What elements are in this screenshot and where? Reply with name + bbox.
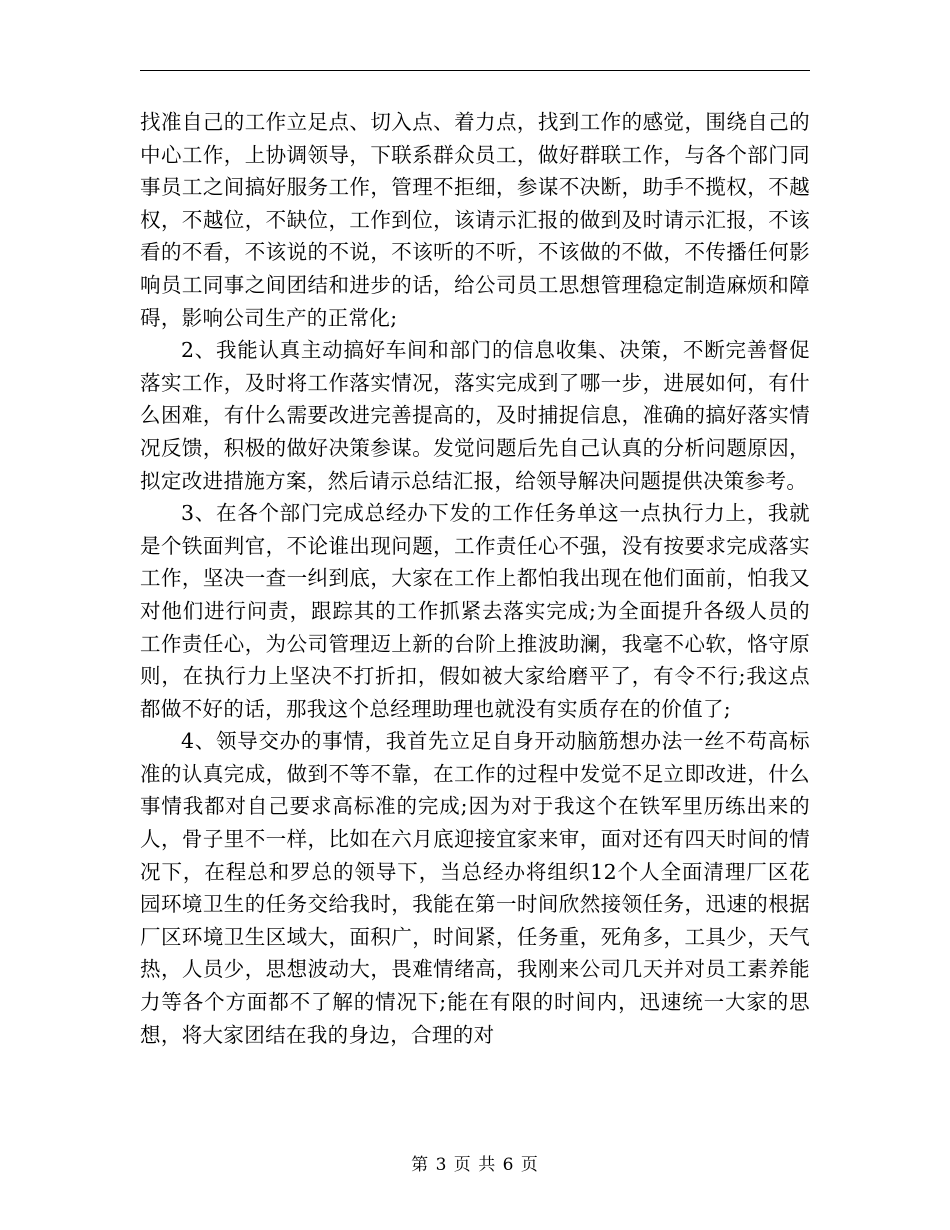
paragraph-4: 4、领导交办的事情，我首先立足自身开动脑筋想办法一丝不苟高标准的认真完成，做到不等不靠，在工作的过程中发觉不足立即改进，什么事情我都对自己要求高标准的完成;因为对于我这个在铁军里历练出来的人，骨子里不一样，比如在六月底迎接宜家来审，面对还有四天时间的情况下，在程总和罗总的领导下，当总经办将组织12个人全面清理厂区花园环境卫生的任务交给我时，我能在第一时间欣然接领任务，迅速的根据厂区环境卫生区域大，面积广，时间紧，任务重，死角多，工具少，天气热，人员少，思想波动大，畏难情绪高，我刚来公司几天并对员工素养能力等各个方面都不了解的情况下;能在有限的时间内，迅速统一大家的思想，将大家团结在我的身边，合理的对 [140, 729, 810, 1047]
page-number-footer: 第 3 页 共 6 页 [411, 1155, 539, 1175]
document-body [140, 106, 810, 1051]
paragraph-1: 找准自己的工作立足点、切入点、着力点，找到工作的感觉，围绕自己的中心工作，上协调领导，下联系群众员工，做好群联工作，与各个部门同事员工之间搞好服务工作，管理不拒细，参谋不决断，助手不揽权，不越权，不越位，不缺位，工作到位，该请示汇报的做到及时请示汇报，不该看的不看，不该说的不说，不该听的不听，不该做的不做，不传播任何影响员工同事之间团结和进步的话，给公司员工思想管理稳定制造麻烦和障碍，影响公司生产的正常化; [140, 110, 810, 330]
paragraph-2: 2、我能认真主动搞好车间和部门的信息收集、决策，不断完善督促落实工作，及时将工作落实情况，落实完成到了哪一步，进展如何，有什么困难，有什么需要改进完善提高的，及时捕捉信息，准确的搞好落实情况反馈，积极的做好决策参谋。发觉问题后先自己认真的分析问题原因，拟定改进措施方案，然后请示总结汇报，给领导解决问题提供决策参考。 [140, 338, 810, 493]
paragraph-3: 3、在各个部门完成总经办下发的工作任务单这一点执行力上，我就是个铁面判官，不论谁出现问题，工作责任心不强，没有按要求完成落实工作，坚决一查一纠到底，大家在工作上都怕我出现在他们面前，怕我又对他们进行问责，跟踪其的工作抓紧去落实完成;为全面提升各级人员的工作责任心，为公司管理迈上新的台阶上推波助澜，我毫不心软，恪守原则，在执行力上坚决不打折扣，假如被大家给磨平了，有令不行;我这点都做不好的话，那我这个总经理助理也就没有实质存在的价值了; [140, 501, 810, 721]
header-rule [140, 70, 810, 71]
